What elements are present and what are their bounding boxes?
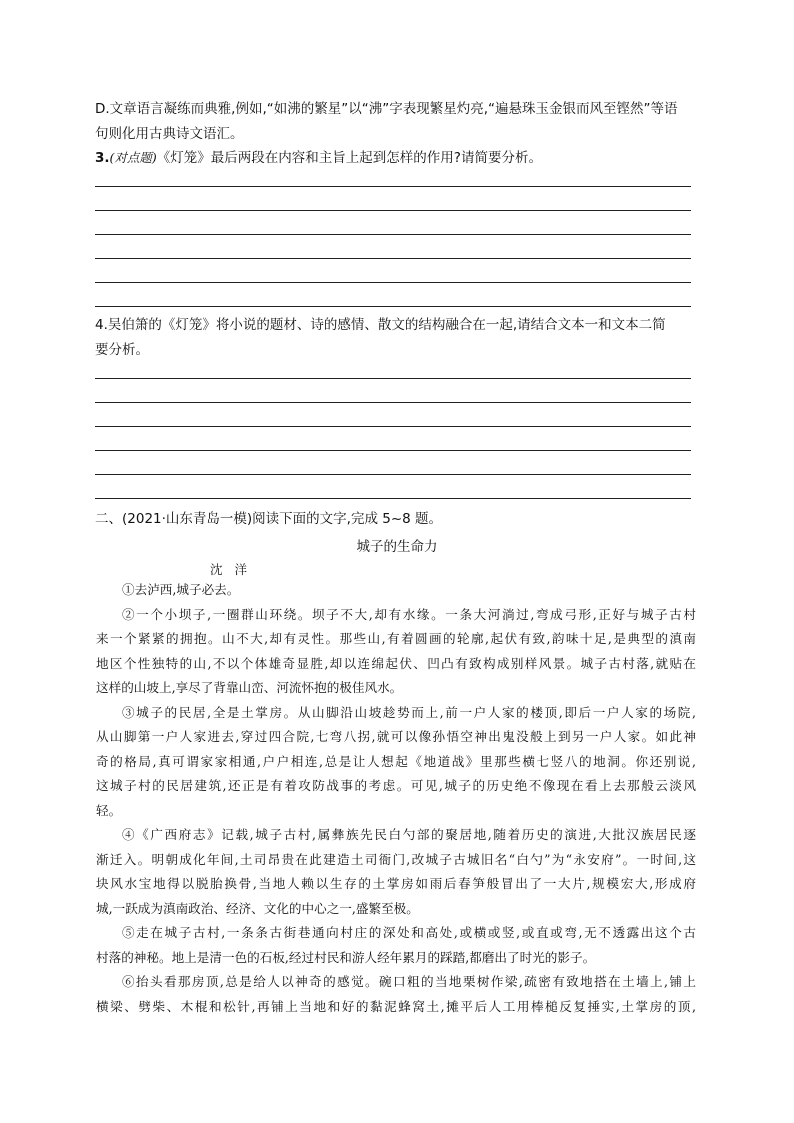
paragraph-3-line: 从山脚第一户人家进去,穿过四合院,七弯八拐,就可以像孙悟空神出鬼没般上到另一户人家。如此神: [96, 729, 696, 744]
paragraph-2-line: 这样的山坡上,享尽了背靠山峦、河流怀抱的极佳风水。: [96, 680, 403, 695]
answer-line: [95, 210, 691, 211]
paragraph-5-line: 村落的神秘。地上是清一色的石板,经过村民和游人经年累月的踩踏,都磨出了时光的影子。: [96, 949, 596, 965]
paragraph-5-line: ⑤走在城子古村,一条条古街巷通向村庄的深处和高处,或横或竖,或直或弯,无不透露出这个古: [122, 925, 696, 940]
answer-line: [95, 426, 691, 427]
question-4-line-1: 4.吴伯箫的《灯笼》将小说的题材、诗的感情、散文的结构融合在一起,请结合文本一和文本二简: [95, 317, 666, 333]
article-body: [96, 578, 696, 1019]
option-d-line-2: 句则化用古典诗文语汇。: [95, 126, 244, 142]
answer-line: [95, 402, 691, 403]
paragraph-2-line: 地区个性独特的山,不以个体雄奇显胜,却以连绵起伏、凹凸有致构成别样风景。城子古村落,就贴在: [96, 655, 696, 671]
paragraph-3-line: 奇的格局,真可谓家家相通,户户相连,总是让人想起《地道战》里那些横七竖八的地洞。你还别说,: [96, 753, 696, 769]
answer-area-q3[interactable]: [95, 186, 691, 306]
answer-line: [95, 282, 691, 283]
question-4-line-2: 要分析。: [95, 342, 149, 358]
paragraph-6-line: 横梁、劈柴、木棍和松针,再铺上当地和好的黏泥蜂窝土,摊平后人工用棒槌反复捶实,土掌房的顶,: [96, 998, 696, 1014]
answer-line: [95, 306, 691, 307]
paragraph-2-line: 来一个紧紧的拥抱。山不大,却有灵性。那些山,有着圆画的轮廓,起伏有致,韵味十足,是典型的滇南: [96, 631, 696, 646]
answer-line: [95, 186, 691, 187]
question-3: [95, 149, 695, 167]
paragraph-1-line: ①去泸西,城子必去。: [122, 582, 240, 597]
answer-line: [95, 378, 691, 379]
option-d-line-1: D.文章语言凝练而典雅,例如,“如沸的繁星”以“沸”字表现繁星灼亮,“遍悬珠玉金银而风至铿然”等语: [95, 101, 678, 117]
answer-line: [95, 258, 691, 259]
paragraph-4-line: 块风水宝地得以脱胎换骨,当地人赖以生存的土掌房如雨后春笋般冒出了一大片,规模宏大,形成府: [96, 876, 696, 891]
section-2-heading: 二、(2021·山东青岛一模)阅读下面的文字,完成 5~8 题。: [95, 511, 443, 527]
answer-line: [95, 474, 691, 475]
paragraph-4-line: ④《广西府志》记载,城子古村,属彝族先民白勺部的聚居地,随着历史的演进,大批汉族居民逐: [122, 827, 696, 842]
question-3-hint: (对点题): [109, 150, 157, 165]
question-3-text: 《灯笼》最后两段在内容和主旨上起到怎样的作用?请简要分析。: [156, 150, 542, 166]
article-author: 沈洋: [210, 562, 260, 577]
answer-line: [95, 498, 691, 499]
paragraph-3-line: 这城子村的民居建筑,还正是有着攻防战事的考虑。可见,城子的历史绝不像现在看上去那般云淡风: [96, 778, 696, 793]
answer-line: [95, 450, 691, 451]
question-3-number: 3.: [95, 150, 110, 166]
paragraph-4-line: 城,一跃成为滇南政治、经济、文化的中心之一,盛繁至极。: [96, 900, 419, 916]
article-title: 城子的生命力: [356, 539, 438, 555]
paragraph-3-line: ③城子的民居,全是土掌房。从山脚沿山坡趁势而上,前一户人家的楼顶,即后一户人家的场院,: [122, 704, 696, 720]
paragraph-3-line: 轻。: [96, 802, 122, 818]
answer-line: [95, 234, 691, 235]
answer-area-q4[interactable]: [95, 378, 691, 498]
paragraph-2-line: ②一个小坝子,一圈群山环绕。坝子不大,却有水缘。一条大河淌过,弯成弓形,正好与城子古村: [122, 606, 696, 622]
paragraph-4-line: 渐迁入。明朝成化年间,土司昂贵在此建造土司衙门,改城子古城旧名“白勺”为“永安府”。一时间,这: [96, 851, 696, 867]
paragraph-6-line: ⑥抬头看那房顶,总是给人以神奇的感觉。碗口粗的当地栗树作梁,疏密有致地搭在土墙上,铺上: [122, 974, 696, 989]
